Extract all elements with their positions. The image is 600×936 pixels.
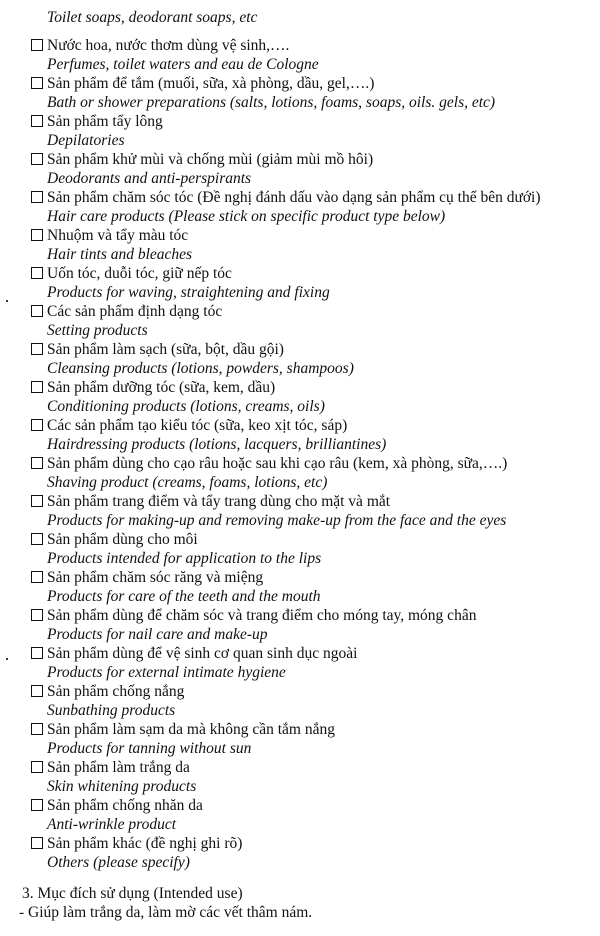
- checklist-item[interactable]: Sản phẩm dùng cho cạo râu hoặc sau khi cạo râu (kem, xà phòng, sữa,….): [31, 454, 507, 473]
- checklist-item-en: Products for tanning without sun: [47, 740, 252, 757]
- checklist-item-en: Hair tints and bleaches: [47, 246, 193, 263]
- checkbox-icon[interactable]: [31, 305, 43, 317]
- section-title: 3. Mục đích sử dụng (Intended use): [22, 885, 243, 902]
- checkbox-icon[interactable]: [31, 571, 43, 583]
- checkbox-icon[interactable]: [31, 761, 43, 773]
- checklist-item[interactable]: Uốn tóc, duỗi tóc, giữ nếp tóc: [31, 264, 232, 283]
- checklist-item-en: Shaving product (creams, foams, lotions, etc): [47, 474, 328, 491]
- checklist-item-en: Others (please specify): [47, 854, 190, 871]
- checklist-item-en: Products for waving, straightening and fixing: [47, 284, 330, 301]
- checkbox-icon[interactable]: [31, 115, 43, 127]
- checklist-item[interactable]: Sản phẩm chăm sóc răng và miệng: [31, 568, 263, 587]
- checklist-item-en: Skin whitening products: [47, 778, 197, 795]
- checklist-item-en: Products for care of the teeth and the mouth: [47, 588, 321, 605]
- checkbox-icon[interactable]: [31, 343, 43, 355]
- checklist-item[interactable]: Sản phẩm chăm sóc tóc (Đề nghị đánh dấu vào dạng sản phẩm cụ thể bên dưới): [31, 188, 541, 207]
- scan-mark: [6, 300, 8, 302]
- checklist-item[interactable]: Nước hoa, nước thơm dùng vệ sinh,….: [31, 36, 289, 55]
- checklist-item[interactable]: Sản phẩm chống nhăn da: [31, 796, 203, 815]
- checkbox-icon[interactable]: [31, 723, 43, 735]
- checklist-item[interactable]: Sản phẩm dùng để chăm sóc và trang điểm cho móng tay, móng chân: [31, 606, 476, 625]
- checkbox-icon[interactable]: [31, 799, 43, 811]
- checkbox-icon[interactable]: [31, 153, 43, 165]
- top-label: Toilet soaps, deodorant soaps, etc: [47, 9, 258, 26]
- checklist-item-en: Depilatories: [47, 132, 125, 149]
- checklist-item-en: Sunbathing products: [47, 702, 176, 719]
- checkbox-icon[interactable]: [31, 457, 43, 469]
- checklist-item[interactable]: Sản phẩm làm trắng da: [31, 758, 190, 777]
- checkbox-icon[interactable]: [31, 495, 43, 507]
- checklist-item-en: Perfumes, toilet waters and eau de Cologne: [47, 56, 319, 73]
- checkbox-icon[interactable]: [31, 837, 43, 849]
- checklist-item[interactable]: Sản phẩm khác (đề nghị ghi rõ): [31, 834, 242, 853]
- checkbox-icon[interactable]: [31, 647, 43, 659]
- section-body: - Giúp làm trắng da, làm mờ các vết thâm nám.: [19, 904, 313, 921]
- checklist-item-en: Products intended for application to the lips: [47, 550, 322, 567]
- checklist-item[interactable]: Sản phẩm khử mùi và chống mùi (giảm mùi mồ hôi): [31, 150, 373, 169]
- checkbox-icon[interactable]: [31, 267, 43, 279]
- checkbox-icon[interactable]: [31, 533, 43, 545]
- checkbox-icon[interactable]: [31, 381, 43, 393]
- checkbox-icon[interactable]: [31, 609, 43, 621]
- checklist-item[interactable]: Các sản phẩm định dạng tóc: [31, 302, 222, 321]
- checklist-item-en: Hairdressing products (lotions, lacquers, brilliantines): [47, 436, 387, 453]
- checkbox-icon[interactable]: [31, 191, 43, 203]
- checklist-item[interactable]: Nhuộm và tẩy màu tóc: [31, 226, 188, 245]
- checklist-item[interactable]: Sản phẩm dùng để vệ sinh cơ quan sinh dục ngoài: [31, 644, 357, 663]
- checklist-item[interactable]: Các sản phẩm tạo kiểu tóc (sữa, keo xịt tóc, sáp): [31, 416, 347, 435]
- checklist-item[interactable]: Sản phẩm chống nắng: [31, 682, 184, 701]
- checkbox-icon[interactable]: [31, 77, 43, 89]
- checklist-item[interactable]: Sản phẩm dưỡng tóc (sữa, kem, dầu): [31, 378, 275, 397]
- checklist-item-en: Conditioning products (lotions, creams, oils): [47, 398, 325, 415]
- checklist-item[interactable]: Sản phẩm tẩy lông: [31, 112, 163, 131]
- checklist-item-en: Bath or shower preparations (salts, lotions, foams, soaps, oils. gels, etc): [47, 94, 496, 111]
- checklist-item-en: Cleansing products (lotions, powders, shampoos): [47, 360, 354, 377]
- checklist-item-en: Deodorants and anti-perspirants: [47, 170, 252, 187]
- checkbox-icon[interactable]: [31, 229, 43, 241]
- checklist-item[interactable]: Sản phẩm trang điểm và tẩy trang dùng cho mặt và mắt: [31, 492, 390, 511]
- checklist-item-en: Hair care products (Please stick on specific product type below): [47, 208, 446, 225]
- checklist-item[interactable]: Sản phẩm dùng cho môi: [31, 530, 198, 549]
- checklist-item-en: Products for making-up and removing make-up from the face and the eyes: [47, 512, 507, 529]
- checklist-item[interactable]: Sản phẩm để tắm (muối, sữa, xà phòng, dầu, gel,….): [31, 74, 374, 93]
- checkbox-icon[interactable]: [31, 39, 43, 51]
- checklist-item-en: Products for nail care and make-up: [47, 626, 268, 643]
- checkbox-icon[interactable]: [31, 685, 43, 697]
- checklist-item[interactable]: Sản phẩm làm sạm da mà không cần tắm nắng: [31, 720, 335, 739]
- scan-mark: [6, 658, 8, 660]
- checkbox-icon[interactable]: [31, 419, 43, 431]
- checklist-item-en: Anti-wrinkle product: [47, 816, 177, 833]
- checklist-item-en: Setting products: [47, 322, 148, 339]
- checklist-item-en: Products for external intimate hygiene: [47, 664, 286, 681]
- checklist-item[interactable]: Sản phẩm làm sạch (sữa, bột, dầu gội): [31, 340, 284, 359]
